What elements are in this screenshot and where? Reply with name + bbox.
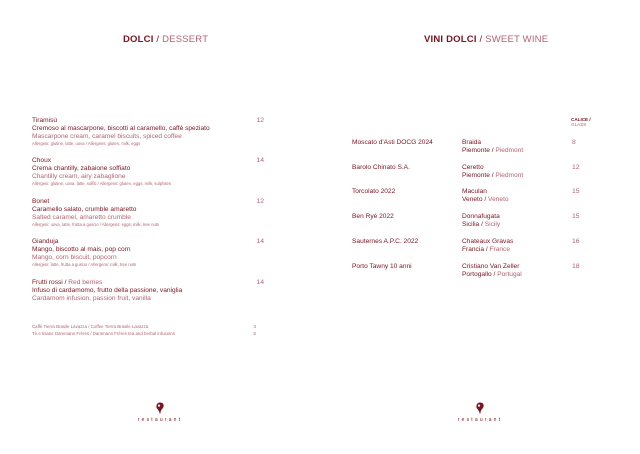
dish-desc-it: Caramello salato, crumble amaretto bbox=[32, 206, 137, 213]
dish-item bbox=[32, 238, 264, 268]
wine-region: Sicilia / Sicily bbox=[462, 221, 501, 228]
dish-name: Bonet bbox=[32, 198, 50, 205]
tea-price: 5 bbox=[253, 331, 256, 336]
wine-region: Piemonte / Piedmont bbox=[462, 172, 524, 179]
wine-region-it: Piemonte bbox=[462, 147, 490, 154]
wine-region-en: Veneto bbox=[488, 196, 509, 203]
dish-price: 12 bbox=[256, 117, 264, 124]
dish-desc-en: Mango, corn biscuit, popcorn bbox=[32, 254, 117, 261]
coffee-price: 3 bbox=[253, 324, 256, 329]
dish-allergens: Allergeni: latte, frutta a guscio / Allergens: milk, tree nuts bbox=[32, 262, 137, 267]
wine-producer: Donnafugata bbox=[462, 213, 500, 220]
dish-desc-en: Salted caramel, amaretto crumble bbox=[32, 214, 131, 221]
logo-wordmark: restaurant bbox=[457, 417, 503, 423]
wine-name: Moscato d'Asti DOCG 2024 bbox=[352, 139, 433, 146]
wine-glass-price: 15 bbox=[572, 188, 580, 195]
coffee-line bbox=[32, 324, 256, 330]
dish-name: Gianduja bbox=[32, 238, 59, 245]
sweet-wine-title-sep: / bbox=[476, 34, 486, 45]
dish-desc-en: Cardamom infusion, passion fruit, vanilla bbox=[32, 295, 151, 302]
dish-price: 12 bbox=[256, 198, 264, 205]
wine-region-en: Piedmont bbox=[495, 172, 524, 179]
wine-region-en: France bbox=[489, 246, 511, 253]
dish-desc-it: Infuso di cardamomo, frutto della passione, vaniglia bbox=[32, 287, 183, 294]
dish-name-it: Frutti rossi bbox=[32, 279, 63, 286]
wine-producer: Ceretto bbox=[462, 164, 484, 171]
wine-region-it: Veneto bbox=[462, 196, 483, 203]
wine-producer: Cristiano Van Zeller bbox=[462, 263, 520, 270]
wine-producer: Maculan bbox=[462, 188, 487, 195]
drop-logo-icon bbox=[475, 402, 485, 414]
dish-price: 14 bbox=[256, 157, 264, 164]
wine-name: Ben Ryé 2022 bbox=[352, 213, 394, 220]
dessert-title-en: DESSERT bbox=[162, 34, 209, 45]
coffee-text: Caffè Tierra Brasile Lavazza / Coffee Tierra Brasile Lavazza bbox=[32, 324, 149, 329]
sweet-wine-title-it: VINI DOLCI bbox=[424, 34, 477, 45]
dish-desc-it: Crema chantilly, zabaione soffiato bbox=[32, 165, 131, 172]
dessert-title-sep: / bbox=[153, 34, 163, 45]
dish-desc-it: Cremoso al mascarpone, biscotti al caramello, caffè speziato bbox=[32, 125, 210, 132]
glass-label-it: CALICE / bbox=[571, 117, 591, 122]
dish-desc-en: Chantilly cream, airy zabaglione bbox=[32, 173, 126, 180]
dish-name: Tiramisù bbox=[32, 117, 58, 124]
wine-region: Piemonte / Piedmont bbox=[462, 147, 524, 154]
dish-allergens: Allergeni: uova, latte, frutta a guscio / Allergens: eggs, milk, tree nuts bbox=[32, 222, 160, 227]
wine-glass-price: 15 bbox=[572, 213, 580, 220]
logo-wordmark: restaurant bbox=[137, 417, 183, 423]
glass-label-en: GLASS bbox=[571, 122, 587, 127]
wine-region-en: Portugal bbox=[497, 271, 522, 278]
wine-glass-price: 12 bbox=[572, 164, 580, 171]
wine-name: Barolo Chinato S.A. bbox=[352, 164, 410, 171]
restaurant-logo bbox=[450, 402, 510, 423]
dish-name: Choux bbox=[32, 157, 52, 164]
dish-allergens: Allergeni: glutine, latte, uova / Allergens: gluten, milk, eggs bbox=[32, 141, 141, 146]
glass-column-header bbox=[571, 117, 591, 127]
wine-name: Sauternes A.P.C. 2022 bbox=[352, 238, 419, 245]
wine-glass-price: 8 bbox=[572, 139, 576, 146]
wine-producer: Chateaux Gravas bbox=[462, 238, 514, 245]
dish-item bbox=[32, 157, 264, 187]
restaurant-logo bbox=[130, 402, 190, 423]
wine-region: Portogallo / Portugal bbox=[462, 271, 522, 278]
wine-region-it: Sicilia bbox=[462, 221, 480, 228]
dish-item bbox=[32, 198, 264, 228]
dessert-title-it: DOLCI bbox=[123, 34, 154, 45]
dish-name-en: Red berries bbox=[68, 279, 103, 286]
wine-region-it: Francia bbox=[462, 246, 484, 253]
dish-name: Frutti rossi / Red berries bbox=[32, 279, 103, 286]
wine-name: Torcolato 2022 bbox=[352, 188, 396, 195]
drop-logo-icon bbox=[155, 402, 165, 414]
dish-desc-it: Mango, biscotto al mais, pop corn bbox=[32, 246, 131, 253]
dish-desc-en: Mascarpone cream, caramel biscuits, spiced coffee bbox=[32, 133, 182, 140]
dish-allergens: Allergeni: glutine, uova, latte, solfiti / Allergens: gluten, eggs, milk, sulphites bbox=[32, 181, 171, 186]
dish-price: 14 bbox=[256, 279, 264, 286]
dish-item bbox=[32, 279, 264, 303]
tea-text: Tè e tisane Dammann Frères / Dammann Frères tea and herbal infusions bbox=[32, 331, 175, 336]
wine-glass-price: 16 bbox=[572, 238, 580, 245]
sweet-wine-title bbox=[424, 34, 548, 45]
wine-region-en: Piedmont bbox=[495, 147, 524, 154]
wine-glass-price: 18 bbox=[572, 263, 580, 270]
dish-item bbox=[32, 117, 264, 147]
wine-region-en: Sicily bbox=[484, 221, 501, 228]
sweet-wine-title-en: SWEET WINE bbox=[485, 34, 549, 45]
wine-region: Veneto / Veneto bbox=[462, 196, 509, 203]
tea-line bbox=[32, 331, 256, 337]
wine-region: Francia / France bbox=[462, 246, 511, 253]
wine-region-it: Piemonte bbox=[462, 172, 490, 179]
dish-price: 14 bbox=[256, 238, 264, 245]
wine-region-it: Portogallo bbox=[462, 271, 492, 278]
dessert-title bbox=[123, 34, 208, 45]
wine-name: Porto Tawny 10 anni bbox=[352, 263, 412, 270]
wine-producer: Braida bbox=[462, 139, 482, 146]
